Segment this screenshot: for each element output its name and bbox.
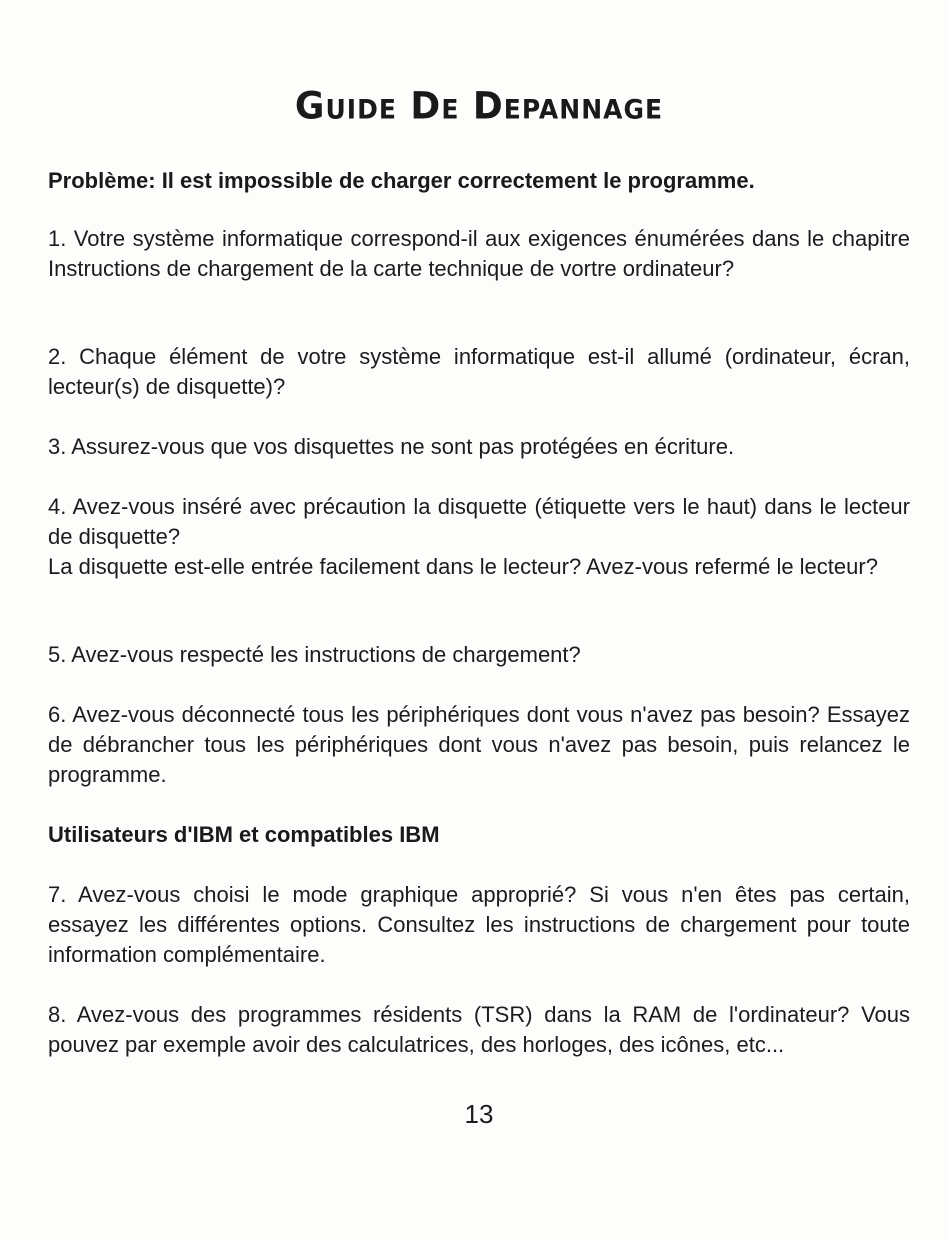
troubleshooting-item-3: 3. Assurez-vous que vos disquettes ne sont pas protégées en écriture. bbox=[48, 434, 735, 459]
troubleshooting-item-4 bbox=[48, 492, 910, 582]
troubleshooting-item-8: 8. Avez-vous des programmes résidents (TSR) dans la RAM de l'ordinateur? Vous pouvez par exemple avoir des calculatrices, des horloges, des icônes, etc... bbox=[48, 1002, 910, 1057]
troubleshooting-item-5: 5. Avez-vous respecté les instructions de chargement? bbox=[48, 642, 581, 667]
troubleshooting-item-7: 7. Avez-vous choisi le mode graphique approprié? Si vous n'en êtes pas certain, essayez les différentes options. Consultez les instructions de chargement pour toute information complémentaire. bbox=[48, 882, 910, 967]
page-title: Guide De Depannage bbox=[294, 84, 664, 129]
ibm-section-heading: Utilisateurs d'IBM et compatibles IBM bbox=[48, 822, 440, 847]
problem-heading: Problème: Il est impossible de charger correctement le programme. bbox=[48, 168, 755, 193]
troubleshooting-item-4-text: 4. Avez-vous inséré avec précaution la disquette (étiquette vers le haut) dans le lecteur de disquette? bbox=[48, 494, 910, 549]
troubleshooting-item-2: 2. Chaque élément de votre système informatique est-il allumé (ordinateur, écran, lecteur(s) de disquette)? bbox=[48, 344, 910, 399]
troubleshooting-item-1: 1. Votre système informatique correspond-il aux exigences énumérées dans le chapitre Instructions de chargement de la carte technique de vortre ordinateur? bbox=[48, 226, 910, 281]
document-page bbox=[48, 0, 910, 1240]
troubleshooting-item-6: 6. Avez-vous déconnecté tous les périphériques dont vous n'avez pas besoin? Essayez de débrancher tous les périphériques dont vous n'avez pas besoin, puis relancez le programme. bbox=[48, 702, 910, 787]
page-number: 13 bbox=[464, 1099, 494, 1129]
troubleshooting-item-4-extra: La disquette est-elle entrée facilement dans le lecteur? Avez-vous refermé le lecteur? bbox=[48, 554, 878, 579]
